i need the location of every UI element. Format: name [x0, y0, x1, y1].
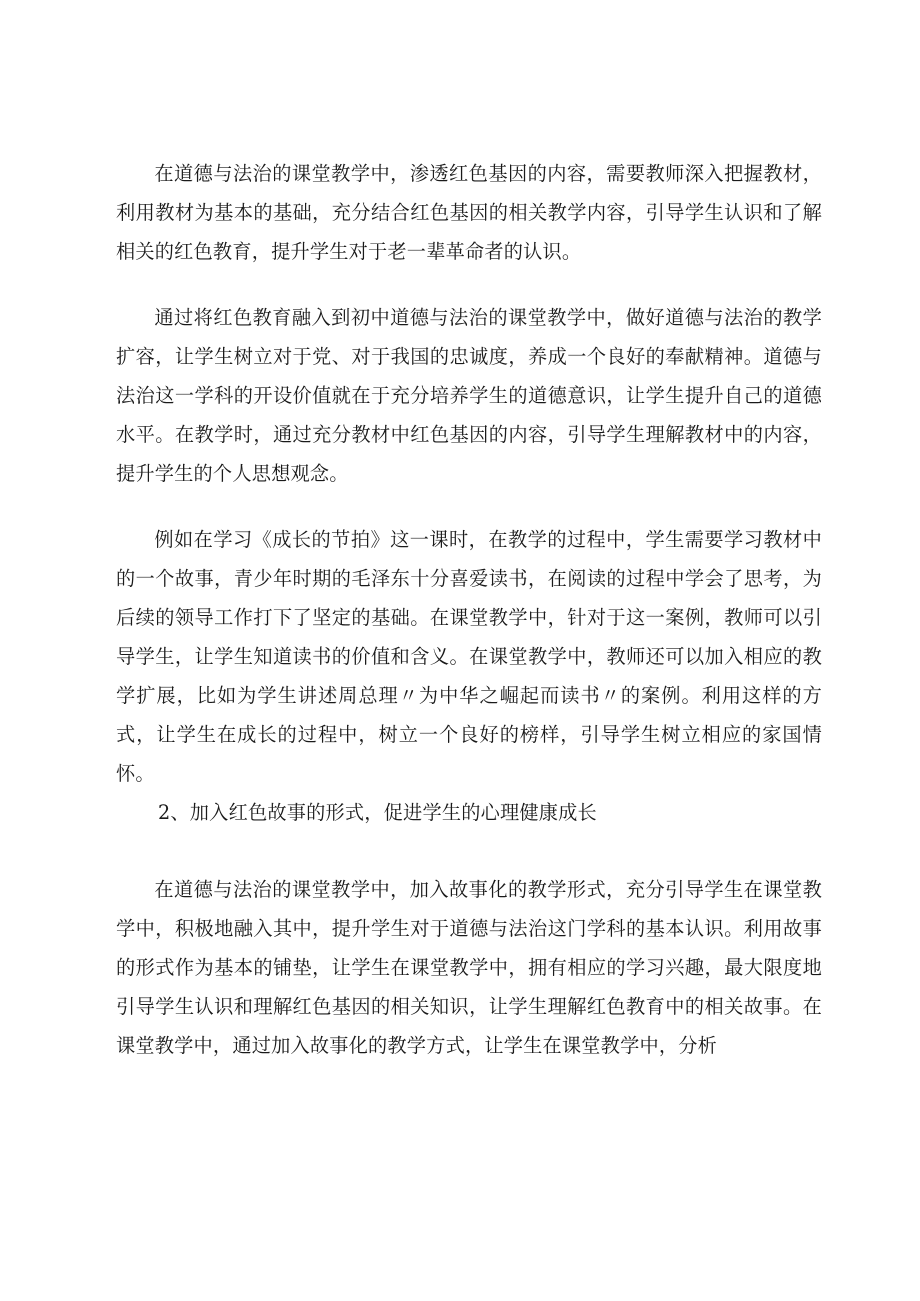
document-body — [116, 154, 822, 1065]
paragraph-1: 在道德与法治的课堂教学中，渗透红色基因的内容，需要教师深入把握教材，利用教材为基本的基础，充分结合红色基因的相关教学内容，引导学生认识和了解相关的红色教育，提升学生对于老一辈革命者的认识。 — [116, 162, 822, 263]
paragraph-3: 例如在学习《成长的节拍》这一课时，在教学的过程中，学生需要学习教材中的一个故事，青少年时期的毛泽东十分喜爱读书，在阅读的过程中学会了思考，为后续的领导工作打下了坚定的基础。在课堂教学中，针对于这一案例，教师可以引导学生，让学生知道读书的价值和含义。在课堂教学中，教师还可以加入相应的教学扩展，比如为学生讲述周总理〃为中华之崛起而读书〃的案例。利用这样的方式，让学生在成长的过程中，树立一个良好的榜样，引导学生树立相应的家国情怀。 — [116, 528, 822, 785]
paragraph-2: 通过将红色教育融入到初中道德与法治的课堂教学中，做好道德与法治的教学扩容，让学生树立对于党、对于我国的忠诚度，养成一个良好的奉献精神。道德与法治这一学科的开设价值就在于充分培养学生的道德意识，让学生提升自己的道德水平。在教学时，通过充分教材中红色基因的内容，引导学生理解教材中的内容，提升学生的个人思想观念。 — [116, 306, 822, 485]
section-heading: 2、加入红色故事的形式，促进学生的心理健康成长 — [158, 801, 597, 824]
paragraph-4: 在道德与法治的课堂教学中，加入故事化的教学形式，充分引导学生在课堂教学中，积极地融入其中，提升学生对于道德与法治这门学科的基本认识。利用故事的形式作为基本的铺垫，让学生在课堂教学中，拥有相应的学习兴趣，最大限度地引导学生认识和理解红色基因的相关知识，让学生理解红色教育中的相关故事。在课堂教学中，通过加入故事化的教学方式，让学生在课堂教学中，分析 — [116, 878, 822, 1057]
